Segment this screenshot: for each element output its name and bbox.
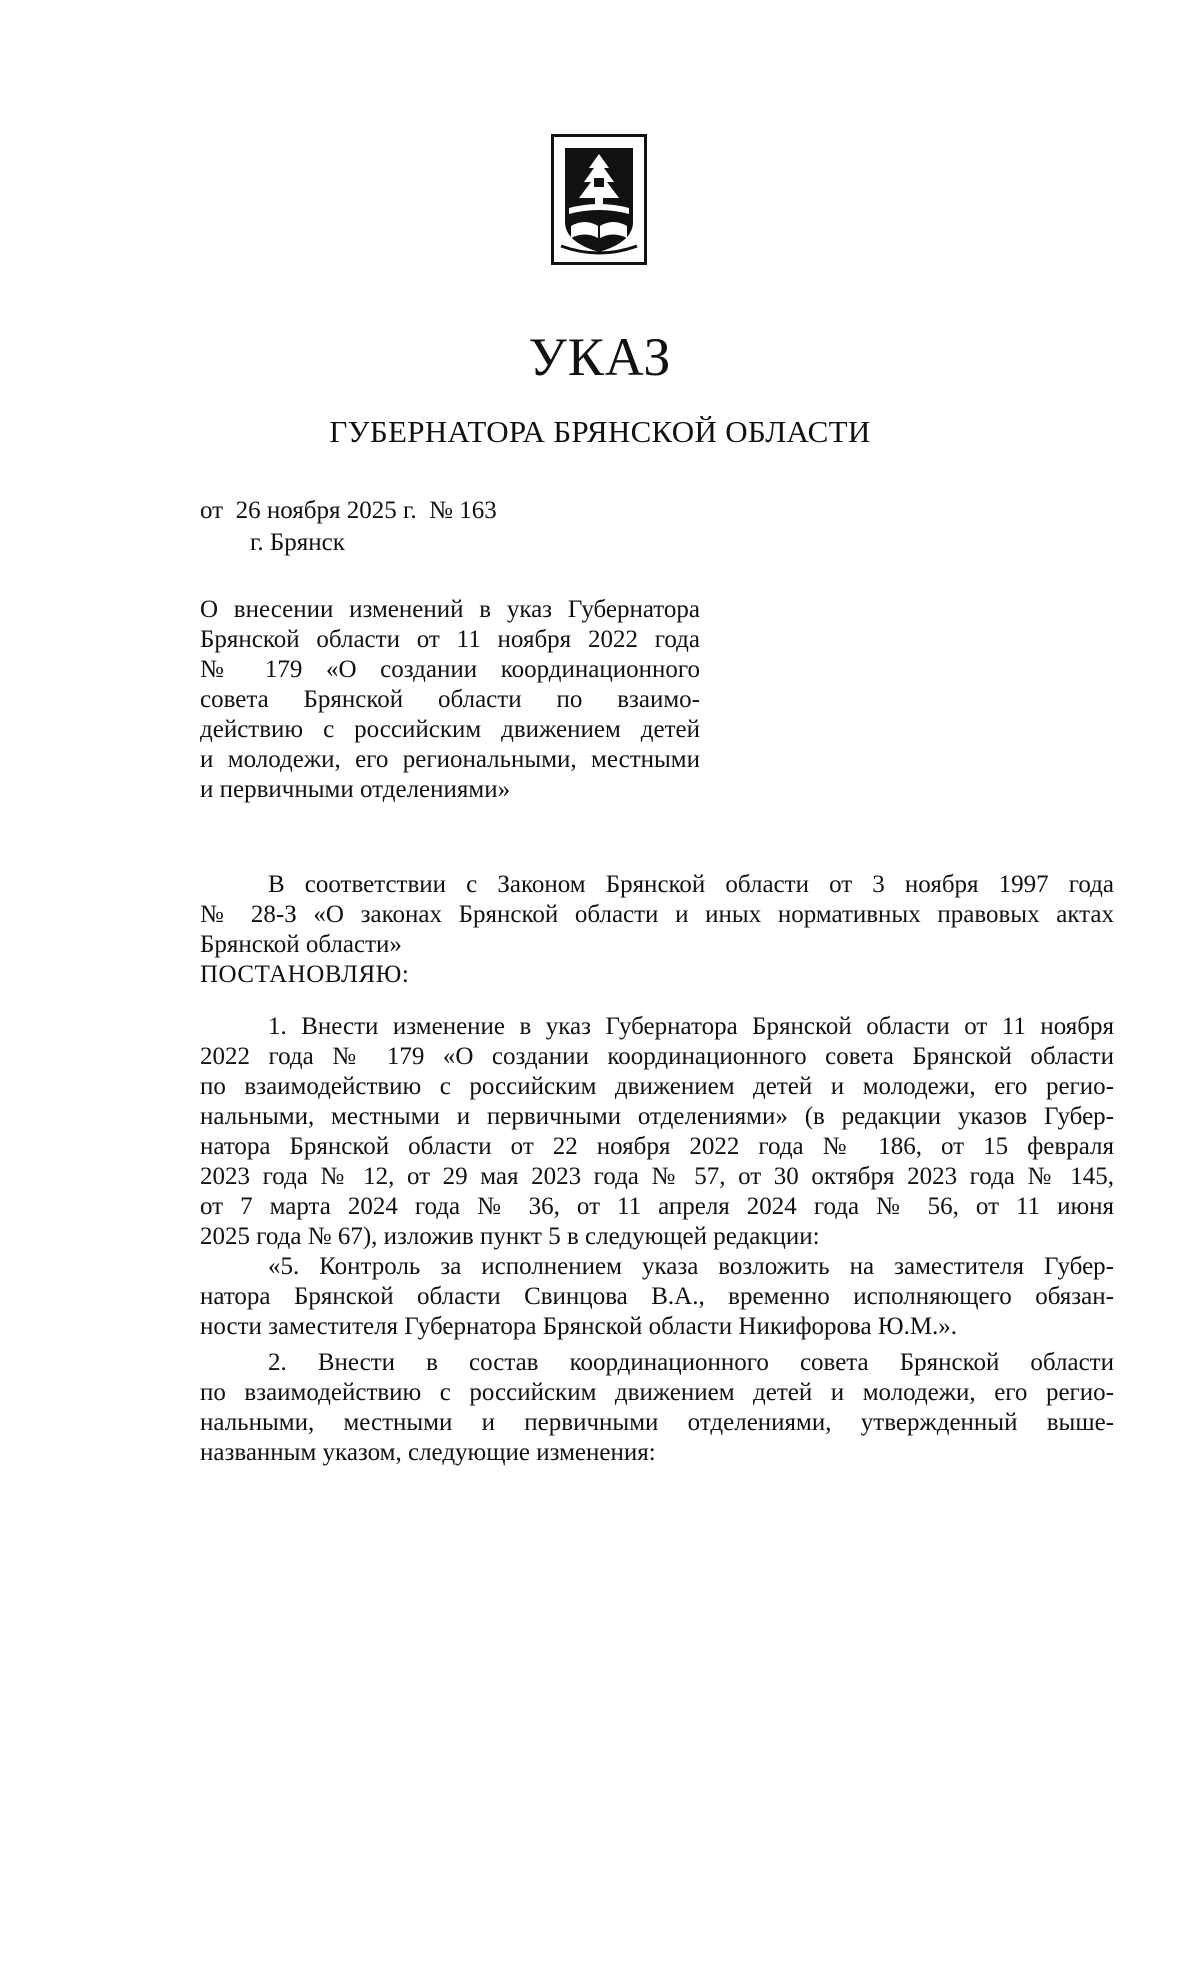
item1-line: 2022 года № 179 «О создании координационного совета Брянской области xyxy=(200,1043,1114,1070)
document-subtitle: ГУБЕРНАТОРА БРЯНСКОЙ ОБЛАСТИ xyxy=(329,414,871,449)
heading-line: действию с российским движением детей xyxy=(200,716,700,743)
preamble-line: В соответствии с Законом Брянской области от 3 ноября 1997 года xyxy=(268,871,1114,898)
heading-line: О внесении изменений в указ Губернатора xyxy=(200,596,700,623)
item1-line: от 7 марта 2024 года № 36, от 11 апреля 2024 года № 56, от 11 июня xyxy=(200,1193,1114,1220)
item1-line: 2025 года № 67), изложив пункт 5 в следующей редакции: xyxy=(200,1223,820,1250)
heading-line: и первичными отделениями» xyxy=(200,776,511,803)
heading-line: № 179 «О создании координационного xyxy=(200,656,700,683)
item2-line: 2. Внести в состав координационного совета Брянской области xyxy=(268,1349,1114,1376)
heading-line: совета Брянской области по взаимо- xyxy=(200,686,700,713)
document-title: УКАЗ xyxy=(528,327,672,387)
item2-line: по взаимодействию с российским движением детей и молодежи, его регио- xyxy=(200,1379,1114,1406)
item2-line: нальными, местными и первичными отделениями, утвержденный выше- xyxy=(200,1409,1114,1436)
item1-line: по взаимодействию с российским движением детей и молодежи, его регио- xyxy=(200,1073,1114,1100)
item1-line: нальными, местными и первичными отделениями» (в редакции указов Губер- xyxy=(200,1103,1114,1130)
city: г. Брянск xyxy=(250,529,345,556)
preamble-line: № 28-З «О законах Брянской области и иных нормативных правовых актах xyxy=(200,901,1114,928)
decree-keyword: ПОСТАНОВЛЯЮ: xyxy=(200,961,410,988)
item2-line: названным указом, следующие изменения: xyxy=(200,1439,656,1466)
preamble-line: Брянской области» xyxy=(200,931,402,958)
item1-line: 1. Внести изменение в указ Губернатора Брянской области от 11 ноября xyxy=(268,1013,1114,1040)
item1-quote-line: ности заместителя Губернатора Брянской области Никифорова Ю.М.». xyxy=(200,1313,958,1340)
date-and-number: от 26 ноября 2025 г. № 163 xyxy=(200,497,497,524)
heading-line: Брянской области от 11 ноября 2022 года xyxy=(200,626,700,653)
decree-heading xyxy=(200,595,700,805)
item1-quote-line: натора Брянской области Свинцова В.А., временно исполняющего обязан- xyxy=(200,1283,1114,1310)
item1-line: натора Брянской области от 22 ноября 2022 года № 186, от 15 февраля xyxy=(200,1133,1114,1160)
item1-quote-line: «5. Контроль за исполнением указа возложить на заместителя Губер- xyxy=(268,1253,1114,1280)
coat-of-arms-icon xyxy=(551,134,647,265)
item1-line: 2023 года № 12, от 29 мая 2023 года № 57, от 30 октября 2023 года № 145, xyxy=(200,1163,1114,1190)
heading-line: и молодежи, его региональными, местными xyxy=(200,746,700,773)
decree-body xyxy=(200,870,1114,1468)
